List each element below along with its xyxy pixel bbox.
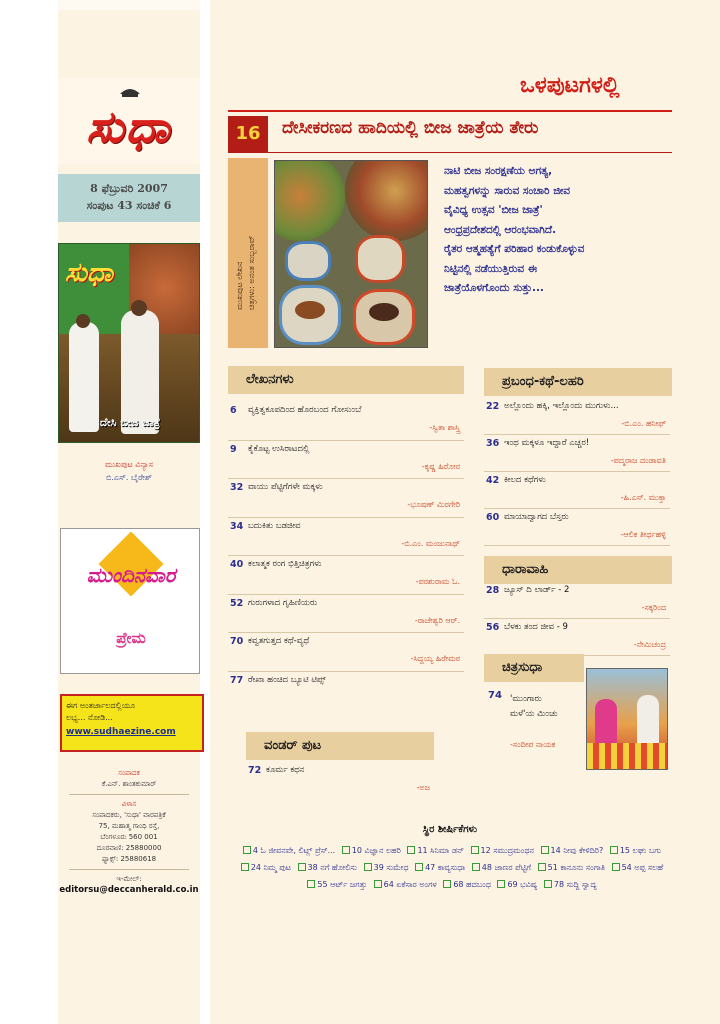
fixed-column-label: 15 ಲಘು ಬಗು <box>619 846 662 855</box>
cover-logo: ಸುಧಾ <box>65 258 114 288</box>
serial-list <box>484 582 670 656</box>
fixed-column-item[interactable] <box>540 880 597 889</box>
fixed-column-label: 78 ಸುದ್ದಿ ಸ್ವಾದ್ಯ <box>553 880 597 889</box>
photo-figure <box>637 695 659 747</box>
article-author: -ಸ್ವಿತಾ ಶಾಸ್ತ್ರಿ <box>429 423 460 432</box>
cover-credit-name: ಬಿ.ಎಸ್. ಬೈರೇಶ್ <box>106 473 152 482</box>
fixed-column-item[interactable] <box>534 863 605 872</box>
article-title: ಕಲಾತ್ಮಕ ರಂಗ ಭಿತ್ತಿಚಿತ್ರಗಳು <box>248 559 322 569</box>
cover-caption: ದೇಸಿ ಬೀಜ ಜಾತ್ರೆ <box>99 416 161 429</box>
chitra-author: -ಸಂದೀಪ ನಾಯಕ <box>510 740 556 749</box>
cover-story-blurb <box>444 162 674 299</box>
fixed-column-item[interactable] <box>606 846 661 855</box>
page-title: ಒಳಪುಟಗಳಲ್ಲಿ <box>520 72 620 98</box>
editor-name: ಕೆ.ಎನ್. ಶಾಂತಕುಮಾರ್ <box>101 780 157 788</box>
fixed-column-label: 11 ಸಿನಿಮಾ ಡನ್ <box>417 846 464 855</box>
cover-figure-head <box>76 314 90 328</box>
article-page: 40 <box>230 559 244 570</box>
chitra-section-heading: ಚಿತ್ರಸುಧಾ <box>484 654 584 682</box>
seed-tray <box>345 160 428 241</box>
address-line: ಬೆಂಗಳೂರು 560 001 <box>100 833 158 841</box>
story-title: ಇಂಥ ಮಕ್ಕಳೂ ಇದ್ದಾರೆ ಎಚ್ಚರ! <box>504 438 590 448</box>
fixed-column-item[interactable] <box>467 846 534 855</box>
divider <box>69 869 189 870</box>
serial-entry[interactable] <box>484 619 670 656</box>
article-entry[interactable] <box>228 479 464 518</box>
article-page: 34 <box>230 520 244 532</box>
article-author: -ಸಿದ್ದಯ್ಯ ಹಿರೇಮಠ <box>410 654 460 663</box>
article-entry[interactable] <box>228 633 464 672</box>
story-entry[interactable] <box>484 472 670 509</box>
cover-story-photo <box>274 160 428 348</box>
ezine-ad-line: ಈಗ ಅಂತರ್ಜಾಲದಲ್ಲಿಯೂ <box>66 701 136 710</box>
article-page: 70 <box>230 636 244 647</box>
cover-story-photo-credit: ಚಿತ್ರಗಳು: ಅನಂತ ಸುಬ್ಬರಾವ್ <box>247 235 256 310</box>
cover-credit <box>58 458 200 484</box>
seeds <box>295 301 325 319</box>
chitra-photo <box>586 668 668 770</box>
story-author: -ಆಲಿಕ ತೀರ್ಥಹಳ್ಳಿ <box>620 530 666 539</box>
fixed-column-item[interactable] <box>468 863 531 872</box>
seed-tray <box>274 160 345 241</box>
blurb-line: ಮಹತ್ವಗಳನ್ನು ಸಾರುವ ಸಂಚಾರಿ ಜೀವ <box>444 184 571 197</box>
fixed-column-label: 38 ನಗೆ ಹೋಲಿಸು <box>307 863 358 872</box>
fixed-column-label: 48 ಜಾಣರ ಪೆಟ್ಟಿಗೆ <box>481 863 532 872</box>
fixed-column-item[interactable] <box>338 846 401 855</box>
cover-credit-label: ಮುಖಪುಟ ವಿನ್ಯಾಸ <box>104 460 154 469</box>
fixed-column-label: 12 ಸಮುದ್ರಮಂಥನ <box>480 846 534 855</box>
fixed-columns-list <box>228 842 672 893</box>
story-author: -ಹಿ.ಎಸ್. ಮುಕ್ತಾ <box>620 493 666 502</box>
serial-author: -ಸಕ್ಕರಿಂದ <box>641 603 666 612</box>
wonder-list <box>246 762 434 801</box>
checkbox-icon <box>243 846 251 854</box>
cover-story-page-number[interactable]: 16 <box>228 116 268 152</box>
article-page: 52 <box>230 597 244 609</box>
article-page: 32 <box>230 482 244 493</box>
story-title: ಮಾಯಾದ್ವಾಗದ ಬೆಸ್ತರು <box>504 512 569 522</box>
fixed-columns-heading: ಸ್ಥಿರ ಶೀರ್ಷಿಕೆಗಳು <box>422 824 478 835</box>
story-author: -ಬಿ.ಎಂ. ಹನೀಫ್ <box>621 419 666 428</box>
story-entry[interactable] <box>484 398 670 435</box>
fixed-column-item[interactable] <box>239 846 335 855</box>
checkbox-icon <box>497 880 505 888</box>
checkbox-icon <box>342 846 350 854</box>
seeds <box>369 303 399 321</box>
wonder-title: ಕೂರ್ಮ ಕಥನ <box>266 765 305 775</box>
article-author: -ಕೃಷ್ಣ ಹಿರೋರ <box>421 461 460 471</box>
article-entry[interactable] <box>228 441 464 480</box>
story-title: ಕೀಲದ ಕಥೆಗಳು <box>504 475 546 485</box>
fixed-column-label: 51 ಕಾನೂನು ಸಂಗಾತಿ <box>547 863 606 872</box>
checkbox-icon <box>541 846 549 854</box>
article-title: ಗುರುಗಳಾದ ಗೃಹಿಣಿಯರು <box>248 597 318 608</box>
address-line: ದೂರವಾಣಿ: 25880000 <box>96 844 162 852</box>
fixed-column-label: 39 ಸುಮೇಧ <box>373 863 409 872</box>
story-entry[interactable] <box>484 435 670 472</box>
serial-entry[interactable] <box>484 582 670 619</box>
flower-bed <box>587 743 668 770</box>
fixed-column-item[interactable] <box>303 880 367 889</box>
fixed-column-item[interactable] <box>403 846 464 855</box>
stories-section-heading: ಪ್ರಬಂಧ-ಕಥೆ-ಲಹರಿ <box>484 368 672 396</box>
lamp-icon <box>118 82 142 98</box>
cover-story-tab-label: ಮುಖಪುಟ ಲೇಖನ <box>235 261 244 310</box>
fixed-column-label: 68 ಹದಬಂಧ <box>453 880 491 889</box>
wonder-page: 72 <box>248 765 262 776</box>
checkbox-icon <box>241 863 249 871</box>
article-title: ವಾಯು ಪೆಟ್ಟಿಗೆಗಳೇ ಮಕ್ಕಳು <box>248 482 323 492</box>
article-title: ಕೈಕೊಟ್ಟ ಉಸಿರಾಟದಲ್ಲಿ <box>248 443 310 454</box>
address-line: 75, ಮಹಾತ್ಮ ಗಾಂಧಿ ರಸ್ತೆ, <box>98 822 160 830</box>
checkbox-icon <box>538 863 546 871</box>
sidebar <box>58 0 200 1024</box>
story-title: ಅಲ್ಲೊಂದು ಹಕ್ಕಿ, ಇಲ್ಲೊಂದು ಮುಗುಳು... <box>504 401 619 411</box>
cover-figure-head <box>131 300 147 316</box>
cover-story-tab-text <box>234 130 258 310</box>
fixed-column-label: 64 ಏಕೆಸಾರ ಅಂಗಳ <box>383 880 437 889</box>
fixed-column-item[interactable] <box>360 863 409 872</box>
serial-title: ಬೆಳಕು ತಂದ ಜೀವ - 9 <box>504 622 568 632</box>
wonder-author: -ಅಜ <box>416 783 430 792</box>
checkbox-icon <box>612 863 620 871</box>
address-line: ಫ್ಯಾಕ್ಸ್: 25880618 <box>101 855 157 863</box>
article-entry[interactable] <box>228 595 464 634</box>
article-title: ಬದುಕಿತು ಬಡಜೀವ <box>248 520 301 531</box>
photo-figure <box>595 699 617 747</box>
checkbox-icon <box>443 880 451 888</box>
email-link[interactable]: editorsu@deccanherald.co.in <box>59 885 199 895</box>
article-author: -ಬಿ.ಎಂ. ಮಂಜುನಾಥ್ <box>401 538 460 548</box>
headline-rule <box>228 152 672 153</box>
checkbox-icon <box>472 863 480 871</box>
editor-label: ಸಂಪಾದಕ <box>118 769 140 777</box>
checkbox-icon <box>407 846 415 854</box>
articles-section-heading: ಲೇಖನಗಳು <box>228 366 464 394</box>
articles-list <box>228 402 464 710</box>
serial-page: 28 <box>486 585 500 596</box>
fixed-column-item[interactable] <box>411 863 465 872</box>
ezine-url-link[interactable]: www.sudhaezine.com <box>66 727 176 737</box>
ezine-ad-line: ಲಭ್ಯ... ನೋಡಿ... <box>66 713 113 722</box>
article-page: 9 <box>230 443 237 455</box>
email-label: ಇ-ಮೇಲ್: <box>116 875 142 883</box>
address-label: ವಿಳಾಸ <box>121 800 137 808</box>
ezine-ad[interactable] <box>60 694 204 752</box>
fixed-column-label: 24 ನಿಮ್ಮ ಪುಟ <box>250 863 291 872</box>
article-entry[interactable] <box>228 672 464 711</box>
chitra-title[interactable] <box>510 692 558 722</box>
serial-author: -ನೇಮಿಚಂದ್ರ <box>633 640 666 649</box>
article-author: -ರಾಜೇಶ್ವರಿ ಆರ್. <box>414 615 460 625</box>
divider <box>69 794 189 795</box>
article-author: -ಪರಶುರಾಮ ಓ. <box>415 577 460 586</box>
checkbox-icon <box>544 880 552 888</box>
fixed-column-label: 69 ಭವಿಷ್ಯ <box>507 880 538 889</box>
fixed-column-item[interactable] <box>294 863 358 872</box>
article-title: ಕವ್ವತಗುತ್ತದ ಕಥೆ-ವ್ಯಥೆ <box>248 636 310 646</box>
chitra-title-line: ಮಳೆ'ಯ ಮಿಂಚು <box>510 709 558 719</box>
next-week-ad[interactable] <box>60 528 200 674</box>
story-page: 42 <box>486 475 500 486</box>
address-line: ಸಂಪಾದಕರು, 'ಸುಧಾ' ವಾರಪತ್ರಿಕೆ <box>92 811 166 819</box>
fixed-column-item[interactable] <box>370 880 437 889</box>
serial-page: 56 <box>486 622 500 633</box>
blurb-line: ನಾಟಿ ಬೀಜ ಸಂರಕ್ಷಣೆಯ ಅಗತ್ಯ, <box>444 165 553 177</box>
fixed-column-item[interactable] <box>439 880 491 889</box>
story-author: -ಪದ್ಮರಾಜ ದಂಡಾವತಿ <box>610 456 666 465</box>
fixed-column-item[interactable] <box>237 863 291 872</box>
masthead <box>58 78 200 164</box>
article-page: 77 <box>230 674 244 686</box>
seed-pot <box>355 235 405 283</box>
issue-date: 8 ಫೆಬ್ರುವರಿ 2007 <box>90 182 168 195</box>
article-title: ರೇಖಾ ಹಂಚಿದ ಬ್ಯೂಟಿ ಟಿಪ್ಸ್ <box>248 674 326 685</box>
story-page: 60 <box>486 512 500 523</box>
fixed-column-label: 10 ವಿಜ್ಞಾನ ಲಹರಿ <box>351 846 401 855</box>
seed-pot <box>285 241 331 281</box>
chitra-title-line: 'ಮುಂಗಾರು <box>510 694 542 704</box>
fixed-column-item[interactable] <box>537 846 604 855</box>
story-page: 36 <box>486 438 500 449</box>
article-entry[interactable] <box>228 402 464 441</box>
blurb-line: ವೈವಿಧ್ಯ ಉತ್ಸವ 'ಬೀಜ ಜಾತ್ರೆ' <box>444 204 543 216</box>
sidebar-top-strip <box>58 0 200 10</box>
next-week-title: ಮುಂದಿನವಾರ <box>86 563 176 587</box>
fixed-column-item[interactable] <box>493 880 537 889</box>
fixed-column-label: 14 ನೀವು ಕೇಳಿದಿರಿ? <box>550 846 604 855</box>
blurb-line: ನಿಟ್ಟಿನಲ್ಲಿ ನಡೆಯುತ್ತಿರುವ ಈ <box>444 262 537 275</box>
story-entry[interactable] <box>484 509 670 546</box>
fixed-column-item[interactable] <box>608 863 664 872</box>
serial-title: ಜ್ಯೂಸ್ ದಿ ಲಾರ್ಡ್ - 2 <box>504 585 570 595</box>
blurb-line: ರೈತರ ಆತ್ಮಹತ್ಯೆಗೆ ಪರಿಹಾರ ಕಂಡುಕೊಳ್ಳುವ <box>444 243 585 255</box>
checkbox-icon <box>374 880 382 888</box>
blurb-line: ಜಾತ್ರೆಯೊಳಗೊಂದು ಸುತ್ತು... <box>444 282 544 294</box>
editor-info <box>58 768 200 896</box>
next-week-subject: ಪ್ರೇಮ <box>116 629 146 647</box>
checkbox-icon <box>471 846 479 854</box>
article-entry[interactable] <box>228 518 464 557</box>
article-entry[interactable] <box>228 556 464 595</box>
fixed-column-label: 47 ಕಾವ್ಯಸುಧಾ <box>425 863 466 872</box>
checkbox-icon <box>307 880 315 888</box>
wonder-section-heading: ವಂಡರ್ ಪುಟ <box>246 732 434 760</box>
wonder-entry[interactable] <box>246 762 434 801</box>
fixed-column-label: 4 ಓ ಜೀವನವೇ, ಲಿಟ್ಲ್ ಪ್ರೆಸ್... <box>252 846 336 855</box>
masthead-logo: ಸುಧಾ <box>86 102 172 153</box>
issue-date-box <box>58 174 200 222</box>
checkbox-icon <box>610 846 618 854</box>
serial-section-heading: ಧಾರಾವಾಹಿ <box>484 556 672 584</box>
title-rule <box>228 110 672 112</box>
chitra-page[interactable]: 74 <box>488 690 502 701</box>
cover-story-headline[interactable]: ದೇಸೀಕರಣದ ಹಾದಿಯಲ್ಲಿ ಬೀಜ ಜಾತ್ರೆಯ ತೇರು <box>282 118 539 138</box>
article-title: ವ್ಯಕ್ತಿತ್ವಕೂಪದಿಂದ ಹೊರಬಂದ ಗೋಸುಂಬೆ <box>248 405 362 415</box>
checkbox-icon <box>298 863 306 871</box>
checkbox-icon <box>415 863 423 871</box>
blurb-line: ಆಂಧ್ರಪ್ರದೇಶದಲ್ಲಿ ಆರಂಭವಾಗಿದೆ. <box>444 223 557 236</box>
cover-thumbnail[interactable] <box>58 243 200 443</box>
article-page: 6 <box>230 405 237 416</box>
issue-volume: ಸಂಪುಟ 43 ಸಂಚಿಕೆ 6 <box>86 199 172 212</box>
article-author: -ಭೂಷಣ್ ಮಿರಗೇರಿ <box>407 500 460 509</box>
stories-list <box>484 398 670 546</box>
story-page: 22 <box>486 401 500 412</box>
fixed-column-label: 54 ಅಪ್ಪ ಸಲಹೆ <box>621 863 664 872</box>
fixed-column-label: 55 ಆರ್ಟ್ ಜಗತ್ತು <box>317 880 368 889</box>
checkbox-icon <box>364 863 372 871</box>
